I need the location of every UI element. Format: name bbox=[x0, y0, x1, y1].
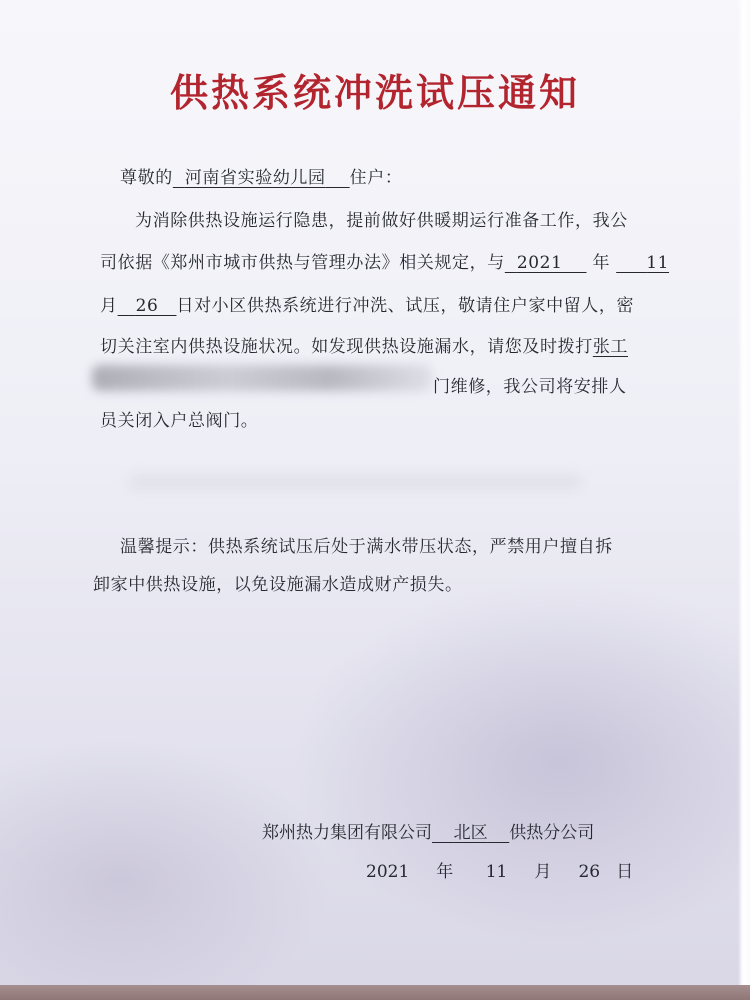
body-line-5: 门维修，我公司将安排人 bbox=[433, 377, 627, 397]
signature-company: 郑州热力集团有限公司 北区 供热分公司 bbox=[262, 823, 595, 843]
body-line-6: 员关闭入户总阀门。 bbox=[100, 411, 259, 431]
body-line-2: 司依据《郑州市城市供热与管理办法》相关规定，与 2021 年 11 bbox=[100, 253, 670, 273]
background-floor bbox=[0, 985, 750, 1000]
test-day: 26 bbox=[135, 296, 159, 316]
contact-name: 张工 bbox=[592, 337, 629, 357]
test-month: 11 bbox=[646, 253, 670, 273]
paper-edge bbox=[738, 0, 750, 1000]
show-through-text bbox=[130, 475, 580, 489]
test-year: 2021 bbox=[516, 253, 563, 273]
signature-date: 2021 年 11 月 26 日 bbox=[366, 862, 634, 882]
body-line-4: 切关注室内供热设施状况。如发现供热设施漏水，请您及时拨打张工 bbox=[100, 337, 629, 357]
tip-line-2: 卸家中供热设施，以免设施漏水造成财产损失。 bbox=[93, 575, 463, 595]
recipient-name: 河南省实验幼儿园 bbox=[184, 168, 326, 188]
signature-district: 北区 bbox=[453, 823, 488, 843]
greeting-line bbox=[120, 163, 402, 188]
redacted-phone bbox=[92, 365, 432, 391]
greeting-suffix: 住户： bbox=[349, 168, 403, 188]
body-line-3: 月 26 日对小区供热系统进行冲洗、试压，敬请住户家中留人，密 bbox=[100, 296, 635, 316]
notice-title: 供热系统冲洗试压通知 bbox=[169, 70, 580, 115]
body-line-1: 为消除供热设施运行隐患，提前做好供暖期运行准备工作，我公 bbox=[135, 211, 628, 231]
greeting-prefix: 尊敬的 bbox=[120, 168, 173, 188]
tip-line-1: 温馨提示：供热系统试压后处于满水带压状态，严禁用户擅自拆 bbox=[120, 537, 613, 557]
